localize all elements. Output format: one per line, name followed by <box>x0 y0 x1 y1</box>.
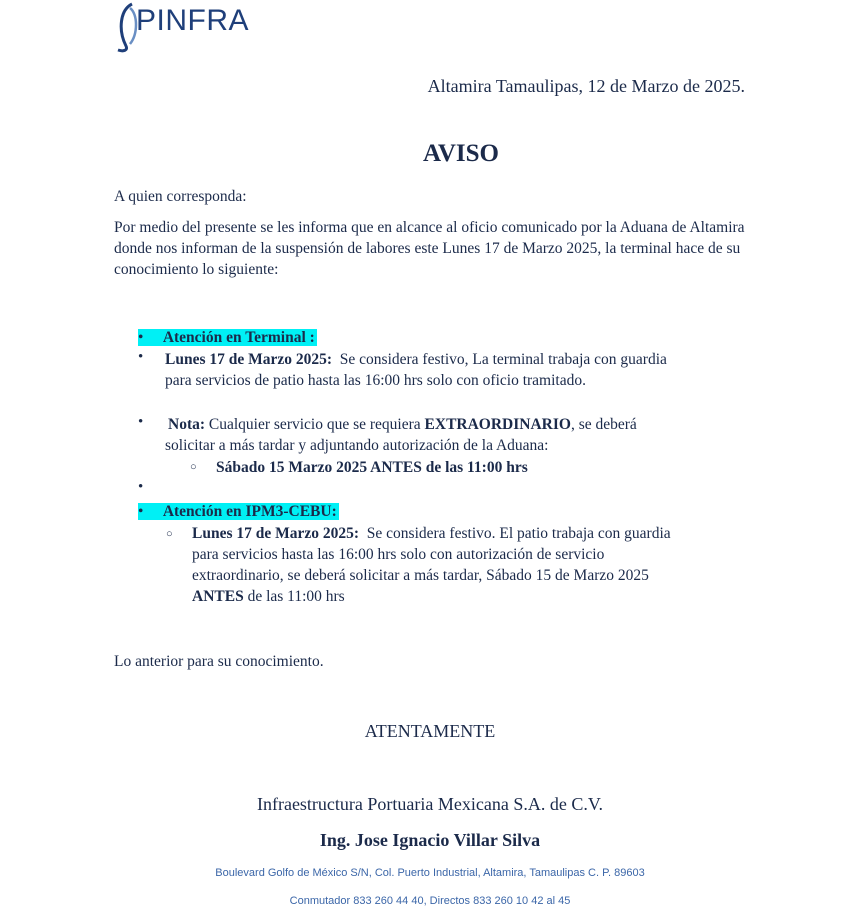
section1-item1-date: Lunes 17 de Marzo 2025: <box>165 351 333 368</box>
logo-text: PINFRA <box>136 4 250 37</box>
bullet-icon: • <box>138 349 144 365</box>
footer-address: Boulevard Golfo de México S/N, Col. Puerto Industrial, Altamira, Tamaulipas C. P. 89603 <box>215 867 645 879</box>
bullet-icon: • <box>138 414 144 430</box>
signer-name: Ing. Jose Ignacio Villar Silva <box>319 830 541 850</box>
section2-item <box>192 523 752 607</box>
section1-item1-text-b: para servicios de patio hasta las 16:00 hrs solo con oficio tramitado. <box>165 372 586 389</box>
section1-heading: Atención en Terminal : <box>162 329 315 346</box>
section2-item-text-d: de las 11:00 hrs <box>247 588 345 605</box>
circle-bullet-icon: ○ <box>190 461 197 473</box>
sign-off: ATENTAMENTE <box>364 721 496 741</box>
bullet-icon: • <box>138 479 144 495</box>
section2-item-text-b: para servicios hasta las 16:00 hrs solo con autorización de servicio <box>192 546 605 563</box>
company-name: Infraestructura Portuaria Mexicana S.A. de C.V. <box>256 794 604 814</box>
section2-item-text-a: Se considera festivo. El patio trabaja con guardia <box>366 525 671 542</box>
document-date: Altamira Tamaulipas, 12 de Marzo de 2025. <box>427 76 745 96</box>
footer-phones: Conmutador 833 260 44 40, Directos 833 260 10 42 al 45 <box>289 895 571 907</box>
circle-bullet-icon: ○ <box>166 528 173 540</box>
greeting: A quien corresponda: <box>114 188 247 205</box>
note-text-b: , se deberá <box>570 416 637 433</box>
section1-item1-text-a: Se considera festivo, La terminal trabaja con guardia <box>339 351 667 368</box>
section1-subitem: Sábado 15 Marzo 2025 ANTES de las 11:00 hrs <box>216 459 528 476</box>
section2-heading: Atención en IPM3-CEBU: <box>162 503 337 520</box>
section2-item-text-c: extraordinario, se deberá solicitar a más tardar, Sábado 15 de Marzo 2025 <box>192 567 649 584</box>
note-extraordinario: EXTRAORDINARIO <box>424 416 571 433</box>
note-text-c: solicitar a más tardar y adjuntando autorización de la Aduana: <box>165 437 549 454</box>
note-text-a: Cualquier servicio que se requiera <box>208 416 421 433</box>
note-label: Nota: <box>168 416 206 433</box>
pinfra-logo <box>116 0 250 56</box>
page-title: AVISO <box>423 140 499 167</box>
section2-item-date: Lunes 17 de Marzo 2025: <box>192 525 360 542</box>
section2-heading-row: • Atención en IPM3-CEBU: <box>138 503 337 520</box>
section1-note <box>168 414 748 435</box>
intro-paragraph: Por medio del presente se les informa que en alcance al oficio comunicado por la Aduana de Altamira donde nos informan de la suspensión de labores este Lunes 17 de Marzo 2025, la terminal hace de su conocimiento lo siguiente: <box>114 219 745 278</box>
section2-item-antes: ANTES <box>192 588 244 605</box>
section1-heading-row: • Atención en Terminal : <box>138 329 315 346</box>
section1-item1 <box>165 349 745 391</box>
closing-line: Lo anterior para su conocimiento. <box>114 653 324 670</box>
